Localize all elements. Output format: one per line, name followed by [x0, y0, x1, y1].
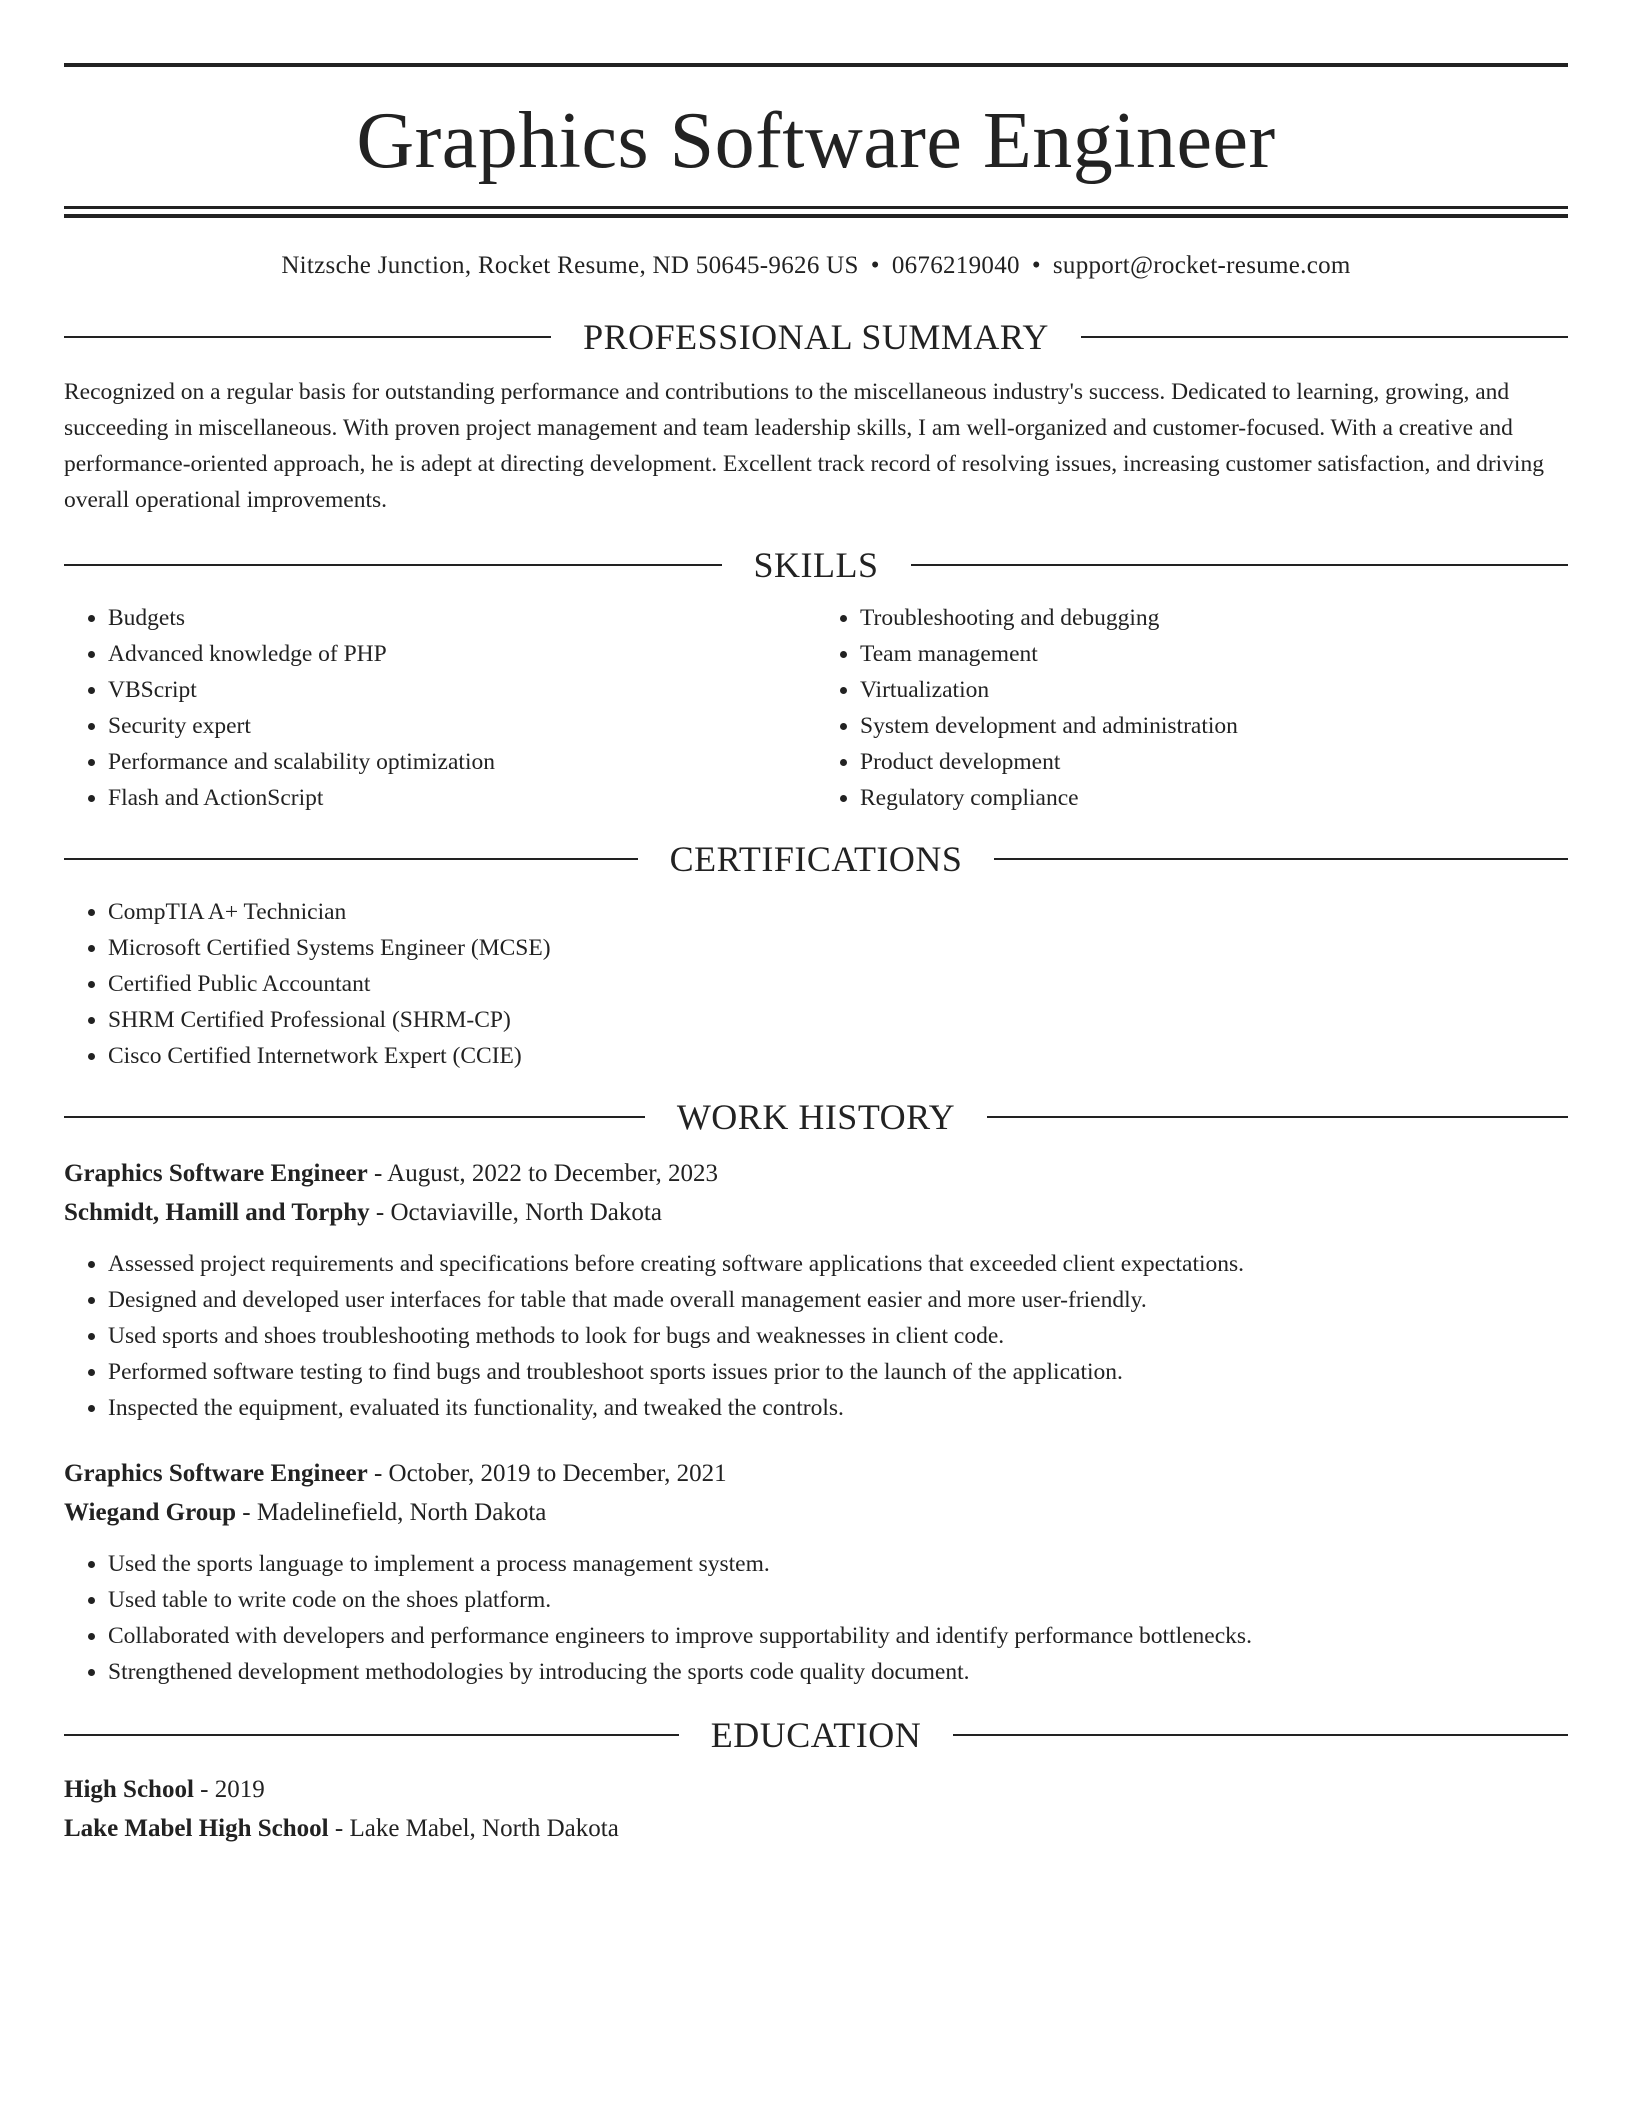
- certifications-list: [64, 894, 1568, 1074]
- job-company-line: [64, 1193, 1568, 1232]
- skill-item: • Virtualization: [860, 672, 1568, 708]
- skill-item: • Performance and scalability optimization: [108, 744, 816, 780]
- certification-item: • Microsoft Certified Systems Engineer (MCSE): [108, 930, 1568, 966]
- education-degree: High School: [64, 1776, 194, 1803]
- contact-phone: 0676219040: [891, 252, 1020, 279]
- heading-rule: [64, 336, 551, 338]
- job-title-line: [64, 1154, 1568, 1193]
- education-year: - 2019: [200, 1776, 265, 1803]
- job-bullet: • Used sports and shoes troubleshooting methods to look for bugs and weaknesses in client code.: [108, 1318, 1568, 1354]
- certification-item: • CompTIA A+ Technician: [108, 894, 1568, 930]
- job-title: Graphics Software Engineer: [64, 1160, 368, 1187]
- skills-column-right: [816, 600, 1568, 816]
- section-heading-skills: [64, 544, 1568, 586]
- job-location: - Madelinefield, North Dakota: [242, 1499, 547, 1526]
- education-school-line: [64, 1809, 1568, 1848]
- education-location: - Lake Mabel, North Dakota: [334, 1815, 619, 1842]
- title-double-rule: [64, 206, 1568, 218]
- job-bullet: • Assessed project requirements and specifications before creating software applications that exceeded client expectations.: [108, 1246, 1568, 1282]
- skills-column-left: [64, 600, 816, 816]
- contact-line: [64, 252, 1568, 280]
- section-title: SKILLS: [753, 545, 879, 585]
- heading-rule: [64, 1116, 645, 1118]
- job-entry: [64, 1154, 1568, 1426]
- skill-item: • Budgets: [108, 600, 816, 636]
- section-title: WORK HISTORY: [676, 1097, 956, 1137]
- contact-address: Nitzsche Junction, Rocket Resume, ND 50645-9626 US: [281, 252, 859, 279]
- resume-title: Graphics Software Engineer: [356, 97, 1276, 185]
- education-entry: [64, 1770, 1568, 1848]
- skill-item: • Regulatory compliance: [860, 780, 1568, 816]
- heading-rule: [64, 1734, 679, 1736]
- skill-item: • Flash and ActionScript: [108, 780, 816, 816]
- job-bullet: • Inspected the equipment, evaluated its functionality, and tweaked the controls.: [108, 1390, 1568, 1426]
- education-degree-line: [64, 1770, 1568, 1809]
- skill-item: • Security expert: [108, 708, 816, 744]
- summary-text: Recognized on a regular basis for outstanding performance and contributions to the miscellaneous industry's success. Dedicated to learning, growing, and succeeding in miscellaneous. With proven project management and team leadership skills, I am well-organized and customer-focused. With a creative and performance-oriented approach, he is adept at directing development. Excellent track record of resolving issues, increasing customer satisfaction, and driving overall operational improvements.: [64, 379, 1544, 513]
- skill-item: • Advanced knowledge of PHP: [108, 636, 816, 672]
- skill-item: • Team management: [860, 636, 1568, 672]
- contact-separator: •: [1031, 252, 1041, 279]
- job-title: Graphics Software Engineer: [64, 1460, 368, 1487]
- job-dates: - August, 2022 to December, 2023: [373, 1160, 719, 1187]
- job-company: Wiegand Group: [64, 1499, 237, 1526]
- job-bullet: • Used the sports language to implement a process management system.: [108, 1546, 1568, 1582]
- top-rule: [64, 63, 1568, 67]
- job-bullet: • Designed and developed user interfaces for table that made overall management easier and more user-friendly.: [108, 1282, 1568, 1318]
- heading-rule: [911, 564, 1569, 566]
- heading-rule: [987, 1116, 1568, 1118]
- job-bullet: • Strengthened development methodologies by introducing the sports code quality document.: [108, 1654, 1568, 1690]
- certification-item: • Cisco Certified Internetwork Expert (CCIE): [108, 1038, 1568, 1074]
- job-bullet: • Collaborated with developers and performance engineers to improve supportability and identify performance bottlenecks.: [108, 1618, 1568, 1654]
- certification-item: • Certified Public Accountant: [108, 966, 1568, 1002]
- section-heading-summary: [64, 316, 1568, 358]
- education-school: Lake Mabel High School: [64, 1815, 329, 1842]
- job-dates: - October, 2019 to December, 2021: [373, 1460, 727, 1487]
- job-company-line: [64, 1493, 1568, 1532]
- heading-rule: [994, 858, 1568, 860]
- skill-item: • Troubleshooting and debugging: [860, 600, 1568, 636]
- job-entry: [64, 1454, 1568, 1690]
- job-bullet: • Used table to write code on the shoes platform.: [108, 1582, 1568, 1618]
- section-heading-certifications: [64, 838, 1568, 880]
- job-location: - Octaviaville, North Dakota: [375, 1199, 662, 1226]
- job-bullets: [64, 1246, 1568, 1426]
- section-heading-work-history: [64, 1096, 1568, 1138]
- job-company: Schmidt, Hamill and Torphy: [64, 1199, 370, 1226]
- heading-rule: [953, 1734, 1568, 1736]
- section-heading-education: [64, 1714, 1568, 1756]
- skill-item: • VBScript: [108, 672, 816, 708]
- contact-separator: •: [870, 252, 880, 279]
- skill-item: • Product development: [860, 744, 1568, 780]
- job-bullet: • Performed software testing to find bugs and troubleshoot sports issues prior to the launch of the application.: [108, 1354, 1568, 1390]
- section-title: PROFESSIONAL SUMMARY: [583, 317, 1049, 357]
- section-title: EDUCATION: [710, 1715, 922, 1755]
- job-title-line: [64, 1454, 1568, 1493]
- certification-item: • SHRM Certified Professional (SHRM-CP): [108, 1002, 1568, 1038]
- section-title: CERTIFICATIONS: [669, 839, 963, 879]
- contact-email: support@rocket-resume.com: [1052, 252, 1351, 279]
- skills-list: [64, 600, 1568, 816]
- heading-rule: [64, 858, 638, 860]
- heading-rule: [64, 564, 722, 566]
- heading-rule: [1081, 336, 1568, 338]
- job-bullets: [64, 1546, 1568, 1690]
- skill-item: • System development and administration: [860, 708, 1568, 744]
